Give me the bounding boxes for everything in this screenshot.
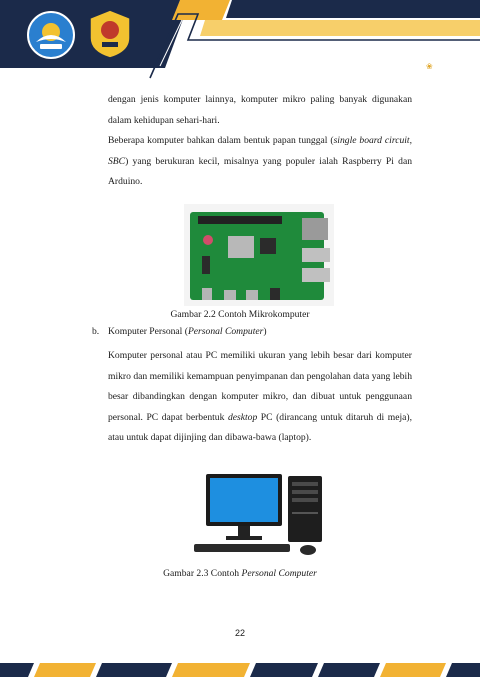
school-crest-logo — [86, 8, 134, 60]
paragraph-3: Komputer personal atau PC memiliki ukuran yang lebih besar dari komputer mikro dan memiliki kemampuan penyimpanan dan pengolahan data yang lebih besar dibandingkan dengan komputer mikro, dan dibuat untuk penggunaan personal. PC dapat berbentuk desktop PC (dirancang untuk ditaruh di meja), atau untuk dapat dijinjing dan dibawa-bawa (laptop). — [108, 350, 412, 443]
page-number: 22 — [234, 628, 245, 638]
desktop-pc-image — [192, 472, 328, 560]
decorative-flower-icon: ❀ — [426, 62, 433, 71]
list-marker: b. — [92, 326, 100, 337]
figure-2-3-caption: Gambar 2.3 Contoh Personal Computer — [163, 568, 317, 579]
paragraph-2: Beberapa komputer bahkan dalam bentuk papan tunggal (single board circuit, SBC) yang berukuran kecil, misalnya yang populer ialah Raspberry Pi dan Arduino. — [108, 135, 412, 187]
list-item-heading: Komputer Personal (Personal Computer) — [108, 326, 267, 337]
paragraph-personal-computer — [108, 346, 412, 449]
footer-stripes — [0, 661, 480, 679]
paragraph-1: dengan jenis komputer lainnya, komputer mikro paling banyak digunakan dalam kehidupan sehari-hari. — [108, 94, 412, 126]
tut-wuri-handayani-logo — [26, 10, 76, 60]
figure-2-2-caption: Gambar 2.2 Contoh Mikrokomputer — [170, 309, 310, 320]
paragraph-microcomputer — [108, 90, 412, 193]
raspberry-pi-board-image — [184, 204, 334, 306]
